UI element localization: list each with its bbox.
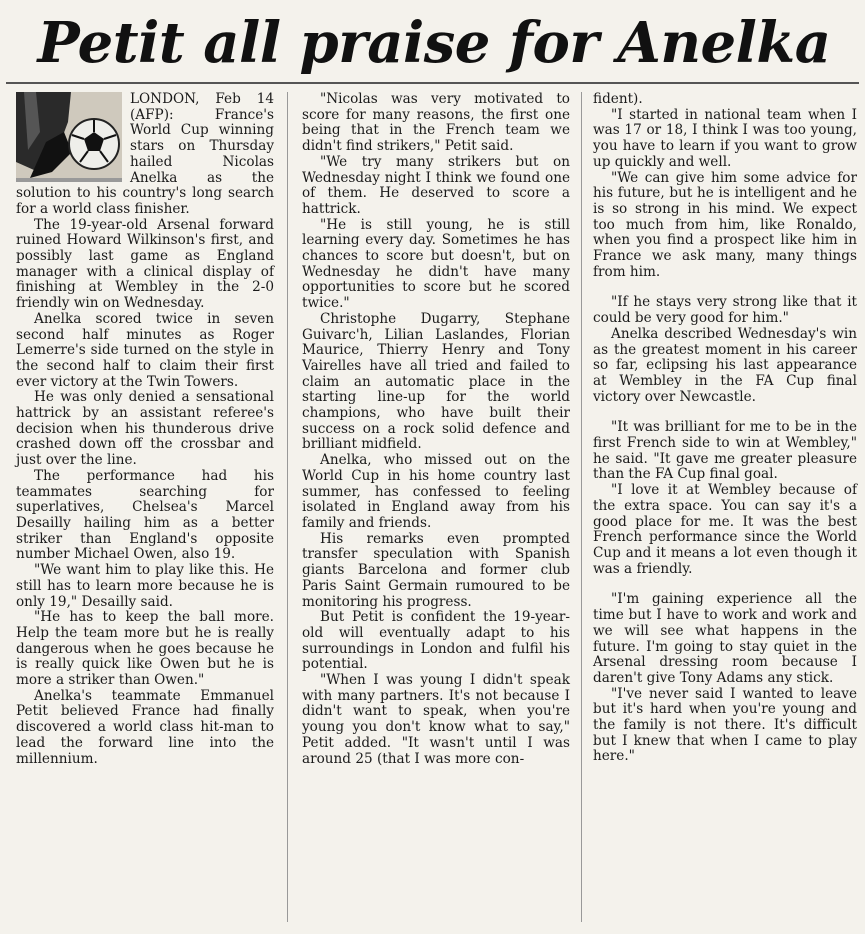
paragraph: "I'm gaining experience all the time but I have to work and work and we will see what happens in the future. I'm going to stay quiet in the Arsenal dressing room because I daren't give Tony Adams any stick. [593,591,857,686]
paragraph: "We try many strikers but on Wednesday night I think we found one of them. He deserved to score a hattrick. [302,153,570,217]
paragraph: The 19-year-old Arsenal forward ruined Howard Wilkinson's first, and possibly last game as England manager with a clinical display of finishing at Wembley in the 2-0 friendly win on Wednesday. [16,216,274,312]
paragraph: "Nicolas was very motivated to score for many reasons, the first one being that in the French team we didn't find strikers," Petit said. [302,91,570,155]
paragraph: Christophe Dugarry, Stephane Guivarc'h, Lilian Laslandes, Florian Maurice, Thierry Henry and Tony Vairelles have all tried and failed to claim an automatic place in the starting line-up for the world champions, who have built their success on a rock solid defence and brilliant midfield. [302,310,570,453]
paragraph: LONDON, Feb 14 (AFP): France's World Cup winning stars on Thursday hailed Nicolas Anelka as the solution to his country's long search for a world class finisher. [16,91,274,217]
paragraph: His remarks even prompted transfer speculation with Spanish giants Barcelona and former club Paris Saint Germain rumoured to be monitoring his progress. [302,530,570,610]
paragraph: Anelka scored twice in seven second half minutes as Roger Lemerre's side turned on the style in the second half to claim their first ever victory at the Twin Towers. [16,310,274,390]
article-column-3 [593,92,857,765]
paragraph: He was only denied a sensational hattrick by an assistant referee's decision when his thunderous drive crashed down off the crossbar and just over the line. [16,389,274,469]
column-divider [581,92,582,922]
paragraph: "I started in national team when I was 17 or 18, I think I was too young, you have to learn if you want to grow up quickly and well. [593,106,857,170]
article-column-2 [302,92,570,767]
headline: Petit all praise for Anelka [37,10,831,76]
paragraph: The performance had his teammates searching for superlatives, Chelsea's Marcel Desailly hailing him as a better striker than England's opposite number Michael Owen, also 19. [16,467,274,563]
paragraph: But Petit is confident the 19-year-old will eventually adapt to his surroundings in London and fulfil his potential. [302,609,570,673]
paragraph: Anelka's teammate Emmanuel Petit believed France had finally discovered a world class hit-man to lead the forward line into the millennium. [16,687,274,767]
paragraph: "When I was young I didn't speak with many partners. It's not because I didn't want to speak, when you're young you don't know what to say," Petit added. "It wasn't until I was around 25 (that I was more con- [302,672,570,767]
paragraph: fident). [593,91,643,107]
headline-rule [6,82,859,84]
article-column-1 [16,92,274,767]
paragraph: Anelka described Wednesday's win as the greatest moment in his career so far, eclipsing his last appearance at Wembley in the FA Cup final victory over Newcastle. [593,325,857,405]
paragraph: "We can give him some advice for his future, but he is intelligent and he is so strong in his mind. We expect too much from him, like Ronaldo, when you find a prospect like him in France we ask many, many things from him. [593,169,857,280]
paragraph: "It was brilliant for me to be in the first French side to win at Wembley," he said. "It gave me greater pleasure than the FA Cup final goal. [593,419,857,483]
football-player-boot-and-ball-icon [16,92,122,182]
paragraph: "I love it at Wembley because of the extra space. You can say it's a good place for me. It was the best French performance since the World Cup and it means a lot even though it was a friendly. [593,482,857,577]
paragraph: Anelka, who missed out on the World Cup in his home country last summer, has confessed to feeling isolated in England away from his family and friends. [302,452,570,531]
paragraph: "If he stays very strong like that it could be very good for him." [593,294,857,327]
column-divider [287,92,288,922]
paragraph: "We want him to play like this. He still has to learn more because he is only 19," Desailly said. [16,562,274,610]
paragraph: "I've never said I wanted to leave but it's hard when you're young and the family is not there. It's difficult but I knew that when I came to play here." [593,685,857,765]
paragraph: "He has to keep the ball more. Help the team more but he is really dangerous when he goes because he is really quick like Owen but he is more a striker than Owen." [16,609,274,689]
paragraph: "He is still young, he is still learning every day. Sometimes he has chances to score but doesn't, but on Wednesday he didn't have many opportunities to score but he scored twice." [302,216,570,312]
